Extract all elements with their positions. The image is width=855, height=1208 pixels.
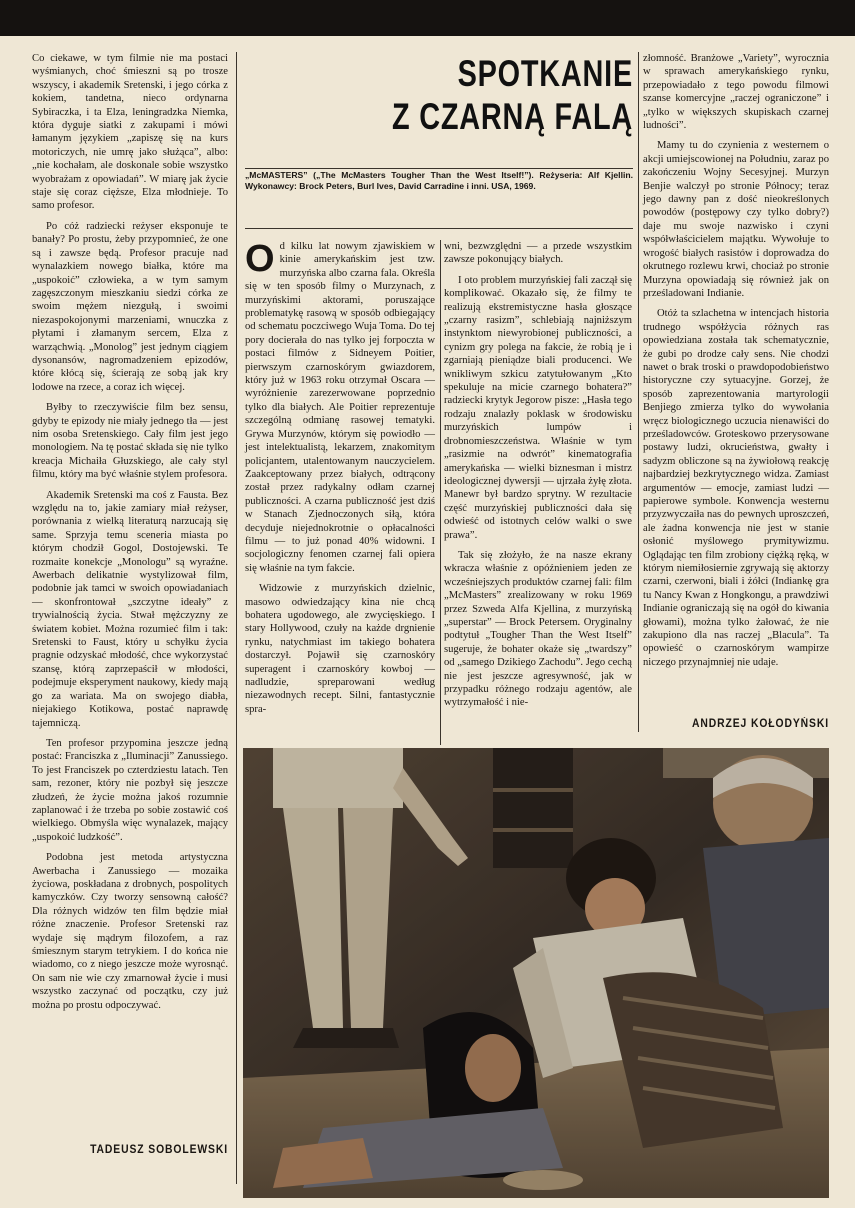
credits-bottom-rule bbox=[245, 228, 633, 229]
middle-column-2 bbox=[444, 240, 632, 750]
top-black-bar bbox=[0, 0, 855, 36]
right-paragraph-2: Mamy tu do czynienia z westernem o akcji umiejscowionej na Południu, zaraz po zakończeniu Wojny Secesyjnej. Murzyn Benjie walczył po stronie Północy; teraz jego dawny pan z dość nieokreślonych powodów (postępowy czy tylko dobry?) daje mu swoje nazwisko i czyni współwłaścicielem majątku. Wywołuje to wrogość białych rasistów i doprowadza do okrutnego rozlewu krwi, chociaż po stronie Murzyna opowiadają się również jak on prześladowani Indianie. bbox=[643, 140, 829, 299]
credits-top-rule bbox=[245, 168, 633, 169]
middle2-paragraph-3: Tak się złożyło, że na nasze ekrany wkracza właśnie z opóźnieniem jeden ze wcześniejszych produktów czarnej fali: film „McMasters” zrealizowany w roku 1969 przez Szweda Alfa Kjellina, z murzyńską „superstar” — Brock Petersem. Oryginalny podtytuł „Tougher Than the West Itself” sugeruje, że bohater okaże się „twardszy” od „samego Dzikiego Zachodu”. Jego cechą nie jest jeszcze agresywność, jak w przypadku różnego rodzaju agentów, ale wytrzymałość i nie- bbox=[444, 549, 632, 709]
film-credits: „McMASTERS” („The McMasters Tougher Than the West Itself!”). Reżyseria: Alf Kjellin. Wykonawcy: Brock Peters, Burl Ives, David Carradine i inni. USA, 1969. bbox=[245, 170, 633, 191]
right-author-signature: ANDRZEJ KOŁODYŃSKI bbox=[692, 718, 829, 730]
film-still-illustration bbox=[243, 748, 829, 1198]
left-paragraph-6: Podobna jest metoda artystyczna Awerbacha i Zanussiego — mozaika życiowa, poskładana z drobnych, pospolitych kamyczków. Czy tworzy sensowną całość? Dla różnych widzów ten film będzie miał różne znaczenie. Profesor Sretenski raz wydaje się mądrym filozofem, a raz śmiesznym starym tetrykiem. I do końca nie wiadomo, co z niego jeszcze może wyrosnąć. On sam nie wie czy zmarnował życie i musi wszystko zaczynać od początku, czy już można po prostu odpoczywać. bbox=[32, 852, 228, 1011]
middle-column-1 bbox=[245, 240, 435, 750]
column-divider-1 bbox=[236, 52, 237, 1184]
middle-paragraph-2: Widzowie z murzyńskich dzielnic, masowo odwiedzający kina nie chcą bohatera ugodowego, ale zwycięskiego. I stary Hollywood, czuły na każde drgnienie rynku, natychmiast im takiego bohatera dostarczył. Pojawił się czarnoskóry superagent i czarnoskóry kowboj — nadludzie, spreparowani według niezawodnych recept. Silni, fantastycznie spra- bbox=[245, 583, 435, 715]
middle2-paragraph-1: wni, bezwzględni — a przede wszystkim zawsze pokonujący białych. bbox=[444, 241, 632, 266]
article-title bbox=[245, 52, 633, 164]
left-column bbox=[32, 52, 228, 1184]
left-paragraph-4: Akademik Sretenski ma coś z Fausta. Bez względu na to, jakie zamiary miał reżyser, porównania z wielką literaturą narzucają się same. Sprzyja temu sceneria miasta po którym chodził Gogol, Dostojewski. Te rozmaite konekcje „Monologu” są wyraźne. Awerbach delikatnie wystylizował film, podobnie jak tamci w swoich opowiadaniach — skonfrontował „szczytne ideały” z trywialnością życia. Stwał mężczyzny ze światem kobiet. Można rozumieć film i tak: Sretenski to Faust, który u schyłku życia pragnie odzyskać młodość, chce wykorzystać szansę, którą zaprzepaścił w młodości, podejmuje eksperyment naukowy, kiedy mają go za wariata. Ma on swojego diabła, niejakiego Kotikowa, postać naprawdę tajemniczą. bbox=[32, 489, 228, 729]
left-paragraph-5: Ten profesor przypomina jeszcze jedną postać: Franciszka z „Iluminacji” Zanussiego. To jest Franciszek po czterdziestu latach. Ten sam, rezoner, który nie pozbył się jeszcze złudzeń, że życie można jakoś rozumnie zaplanować i że trzeba po sobie zostawić coś wielkiego. Obmyśla więc wynalazek, mający „uspokoić ludzkość”. bbox=[32, 737, 228, 843]
middle2-paragraph-2: I oto problem murzyńskiej fali zaczął się komplikować. Okazało się, że filmy te realizują ekstremistyczne hasła głoszące „czarny rasizm”, schlebiają najniższym instynktom niewyrobionej publiczności, a cynizm gry polega na fakcie, że robią je i zgarniają pieniądze biali producenci. We wnikliwym szkicu zatytułowanym „Kto spekuluje na micie czarnego bohatera?” radziecki krytyk Jegorow pisze: „Hasła tego rodzaju znalazły poklask w środowisku murzyńskich lumpów i drobnomieszczeństwa. Właśnie w tym „rasizmie na odwrót” kinematografia amerykańska — wielki biznesman i mistrz ideologicznej dywersji — ujrzała żyłę złota. Manewr był bardzo sprytny. W rezultacie część murzyńskiej publiczności dała się odwieść od istotnych celów walki o swe prawa”. bbox=[444, 274, 632, 541]
title-line-1: SPOTKANIE bbox=[457, 53, 633, 94]
title-line-2: Z CZARNĄ FALĄ bbox=[392, 96, 633, 137]
right-paragraph-1: złomność. Branżowe „Variety”, wyrocznia w sprawach amerykańskiego rynku, przepowiadało z tego powodu filmowi szanse komercyjne „raczej ograniczone” i „tylko w większych skupiskach czarnej ludności”. bbox=[643, 53, 829, 132]
column-divider-2 bbox=[440, 240, 441, 745]
drop-cap: O bbox=[245, 238, 275, 280]
middle-paragraph-1: Od kilku lat nowym zjawiskiem w kinie amerykańskim jest tzw. murzyńska albo czarna fala. Określa się w ten sposób filmy o Murzynach, z murzyńskimi aktorami, poruszające problematykę rasową w sposób odbiegający od schematu poczciwego Wuja Toma. Do tej pory docierała do nas tylko jej forpoczta w postaci filmów z Sidneyem Poitier, pierwszym czarnoskórym gwiazdorem, który już w 1963 roku otrzymał Oscara — wyróżnienie zarezerwowane poprzednio tylko dla białych. Ale Poitier reprezentuje szczególną odmianę rasowej tematyki. Grywa Murzynów, którym się powiodło — jest intelektualistą, lekarzem, znakomitym policjantem, utalentowanym nauczycielem. Zaakceptowany przez białych, odtrącony został przez radykalny odłam czarnej publiczności. A czarna publiczność jest dziś w Stanach Zjednoczonych siłą, która decyduje niejednokrotnie o opłacalności filmu — to już ponad 40% widowni. I socjologiczny fenomen czarnej fali opiera się właśnie na tym fakcie. bbox=[245, 238, 435, 574]
column-divider-3 bbox=[638, 52, 639, 732]
right-column bbox=[643, 52, 829, 732]
left-paragraph-3: Byłby to rzeczywiście film bez sensu, gdyby te epizody nie miały jednego tła — jest nim osoba Sretenskiego. Cały film jest jego monologiem. Na tę postać składa się nie tylko kreacja Michaiła Głuzskiego, ale cały styl filmu, który ma być właśnie stylem profesora. bbox=[32, 402, 228, 481]
left-paragraph-2: Po cóż radziecki reżyser eksponuje te banały? Po prostu, żeby przypomnieć, że one są i zawsze będą. Profesor pracuje nad wynalazkiem nowego białka, które ma „uspokoić” człowieka, a w tym samym zagęszczonym mieszkaniu siedzi córka ze swoim mężem niezgułą, i swoimi niezaspokojonymi marzeniami, wnuczka z płytami i złamanym sercem, Elza z warząchwią. „Monolog” jest jednym ciągiem dysonansów, nagromadzeniem epizodów, które kłócą się, ścierają ze sobą jak kry lodowe na rzece, a coraz ich więcej. bbox=[32, 220, 228, 393]
left-paragraph-1: Co ciekawe, w tym filmie nie ma postaci wyśmianych, choć śmieszni są po trosze wszyscy, i akademik Sretenski, i jego córka z kokiem, tandetna, nieco ordynarna Sybiraczka, i ta Elza, leningradzka Niemka, która dyguje siatki z zakupami i mówi łamanym językiem „zapiszę się na kurs motoriczych, nie umrę jako służąca”, albo: „nie kochałam, ale doskonale sobie wszystko wyobrażam z opowiadań”. W miarę jak życie staje się coraz cięższe, Elza młodnieje. To samo profesor. bbox=[32, 53, 228, 212]
right-paragraph-3: Otóż ta szlachetna w intencjach historia trudnego współżycia różnych ras opowiedziana została tak schematycznie, że gubi po drodze cały sens. Nie chodzi nawet o brak troski o prawdopodobieństwo historyczne czy sytuacyjne. Gorzej, że sposób zaprezentowania martyrologii Benjiego zmierza tylko do wywołania wręcz biologicznego uczucia nienawiści do prześladowców. Groteskowo przerysowane postawy ludzi, okrucieństwa, gwałty i sadyzm obliczone są na żywiołową reakcję najbardziej bezkrytycznego widza. Zamiast argumentów — emocje, zamiast ludzi — papierowe symbole. Konwencja westernu przyzwyczaiła nas do pewnych uproszczeń, ale żadna konwencja nie jest w stanie osłonić myślowego prymitywizmu. Oglądając ten film zrobiony ciężką ręką, w którym niemiłosiernie zgrywają się aktorzy czarni, czerwoni, biali i żółci (Indiankę gra tu Nancy Kwan z Hongkongu, a prawdziwi Indianie ograniczają się na ogół do kiwania głowami), można tylko żałować, że nie zakupiono dla nas raczej „Blacula”. Ta opowieść o czarnoskórym wampirze niczego przynajmniej nie udaje. bbox=[643, 308, 829, 668]
film-still-photo bbox=[243, 748, 829, 1198]
left-author-signature: TADEUSZ SOBOLEWSKI bbox=[90, 1144, 228, 1156]
